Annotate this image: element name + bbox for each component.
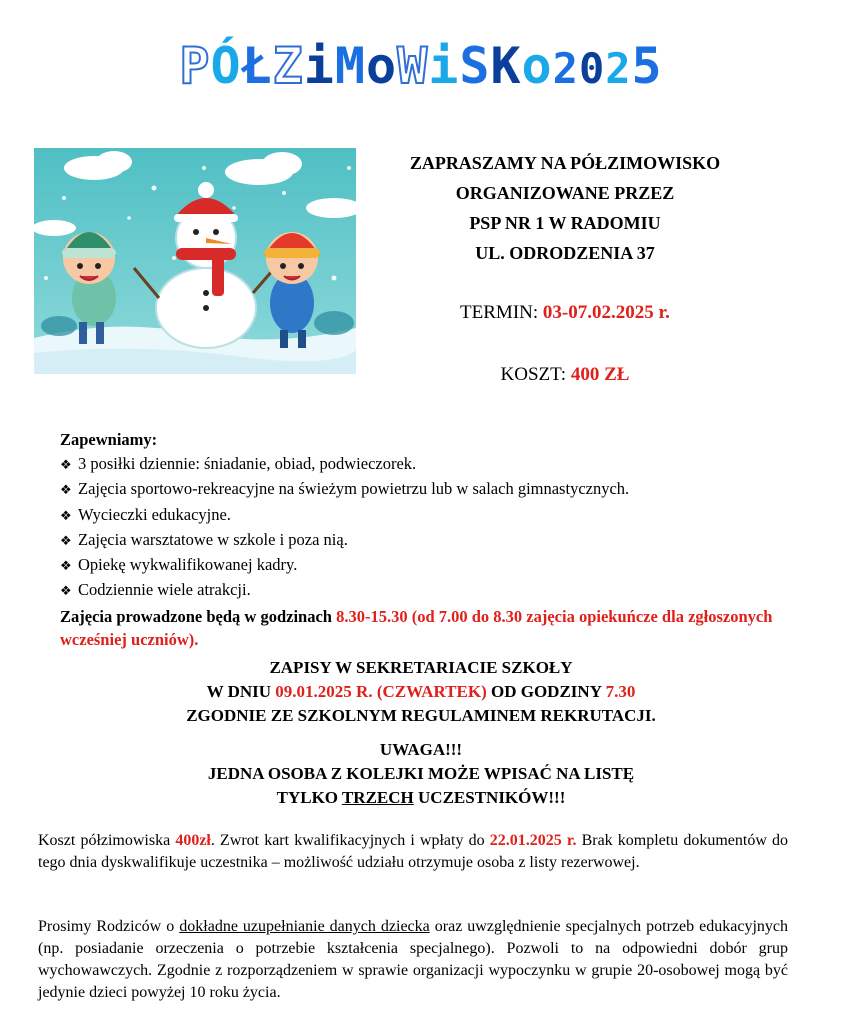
headline-line: ZAPRASZAMY NA PÓŁZIMOWISKO	[409, 153, 721, 173]
provide-section	[60, 428, 800, 651]
warning-suffix: UCZESTNIKÓW!!!	[413, 788, 566, 807]
title-letter: i	[428, 37, 460, 95]
paragraph-text: Brak kompletu dokumentów do tego dnia dyskwalifikuje uczestnika – możliwość udziału otrzymuje osoba z listy rezerwowej.	[38, 832, 788, 871]
title-letter: o	[521, 37, 553, 95]
title-letter: Ł	[241, 37, 273, 95]
title-letter: M	[334, 37, 366, 95]
warning-line: JEDNA OSOBA Z KOLEJKI MOŻE WPISAĆ NA LISTĘ	[207, 764, 635, 783]
page-title	[0, 36, 842, 99]
title-letter: S	[459, 37, 491, 95]
registration-date: 09.01.2025 R. (CZWARTEK)	[275, 682, 487, 701]
list-item	[60, 578, 800, 603]
warning-underlined: TRZECH	[341, 788, 414, 807]
paragraph-text: oraz uwzględnienie specjalnych potrzeb edukacyjnych (np. posiadanie orzeczenia o potrzebie kształcenia specjalnego). Pozwoli to na odpowiedni dobór grup wychowawczych. Zgodnie z rozporządzeniem w sprawie organizacji wypoczynku w grupie 20-osobowej mogą być jedynie dzieci powyżej 10 roku życia.	[38, 918, 788, 1001]
bullet-icon: ❖	[60, 559, 72, 575]
provide-list	[60, 452, 800, 604]
warning-prefix: TYLKO	[276, 788, 342, 807]
paragraph-underlined: dokładne uzupełnianie danych dziecka	[179, 918, 430, 935]
headline-line: PSP NR 1 W RADOMIU	[469, 213, 661, 233]
list-item	[60, 528, 800, 553]
paragraph-date: 22.01.2025 r.	[489, 832, 577, 849]
registration-line: ZGODNIE ZE SZKOLNYM REGULAMINEM REKRUTACJI.	[186, 706, 656, 725]
list-item-text: Codziennie wiele atrakcji.	[78, 580, 251, 600]
term-line	[360, 298, 770, 328]
bullet-icon: ❖	[60, 533, 72, 549]
hours-prefix: Zajęcia prowadzone będą w godzinach	[60, 606, 337, 626]
cost-value: 400 ZŁ	[570, 364, 630, 385]
parents-paragraph	[38, 916, 788, 1004]
paragraph-cost: 400zł	[175, 832, 211, 849]
list-item	[60, 553, 800, 578]
hours-value: 8.30-15.30 (od 7.00 do 8.30 zajęcia opiekuńcze dla zgłoszonych wcześniej uczniów).	[60, 606, 773, 649]
title-letter: 2	[605, 44, 632, 93]
bullet-icon: ❖	[60, 483, 72, 499]
registration-section	[0, 656, 842, 728]
paragraph-text: Koszt półzimowiska	[38, 832, 176, 849]
warning-line	[0, 786, 842, 810]
title-letter: W	[397, 37, 429, 95]
title-letter: P	[179, 37, 211, 95]
list-item	[60, 503, 800, 528]
title-letter: Ó	[210, 37, 242, 95]
registration-line	[0, 680, 842, 704]
title-letter: K	[490, 37, 522, 95]
warning-section	[0, 738, 842, 810]
bullet-icon: ❖	[60, 508, 72, 524]
registration-prefix: W DNIU	[206, 682, 276, 701]
list-item	[60, 452, 800, 477]
cost-line	[360, 360, 770, 390]
cost-label: KOSZT:	[500, 364, 571, 385]
list-item-text: Wycieczki edukacyjne.	[78, 504, 231, 524]
title-letter: 0	[578, 44, 606, 93]
list-item-text: 3 posiłki dziennie: śniadanie, obiad, podwieczorek.	[78, 454, 417, 473]
registration-mid: OD GODZINY	[486, 682, 606, 701]
title-letter: Z	[272, 37, 304, 95]
headline-line: ORGANIZOWANE PRZEZ	[455, 183, 675, 203]
title-letter: 2	[552, 44, 579, 93]
paragraph-text: . Zwrot kart kwalifikacyjnych i wpłaty do	[210, 832, 490, 849]
title-letter: o	[366, 37, 398, 95]
warning-line: UWAGA!!!	[379, 740, 463, 759]
headline-line: UL. ODRODZENIA 37	[475, 243, 655, 263]
provide-heading: Zapewniamy:	[60, 430, 158, 449]
winter-illustration	[34, 148, 356, 374]
list-item-text: Zajęcia warsztatowe w szkole i poza nią.	[78, 529, 348, 549]
registration-line: ZAPISY W SEKRETARIACIE SZKOŁY	[269, 658, 573, 677]
registration-time: 7.30	[605, 682, 636, 701]
list-item-text: Opiekę wykwalifikowanej kadry.	[78, 555, 298, 575]
bullet-icon: ❖	[60, 458, 72, 473]
list-item-text: Zajęcia sportowo-rekreacyjne na świeżym powietrzu lub w salach gimnastycznych.	[78, 479, 630, 499]
cost-paragraph	[38, 830, 788, 874]
bullet-icon: ❖	[60, 584, 72, 600]
title-letter: i	[303, 37, 335, 95]
title-letter: 5	[631, 37, 663, 95]
term-value: 03-07.02.2025 r.	[542, 302, 670, 323]
event-info	[360, 148, 770, 390]
paragraph-text: Prosimy Rodziców o	[38, 918, 180, 935]
list-item	[60, 477, 800, 502]
term-label: TERMIN:	[460, 302, 543, 323]
hours-line	[60, 605, 800, 651]
